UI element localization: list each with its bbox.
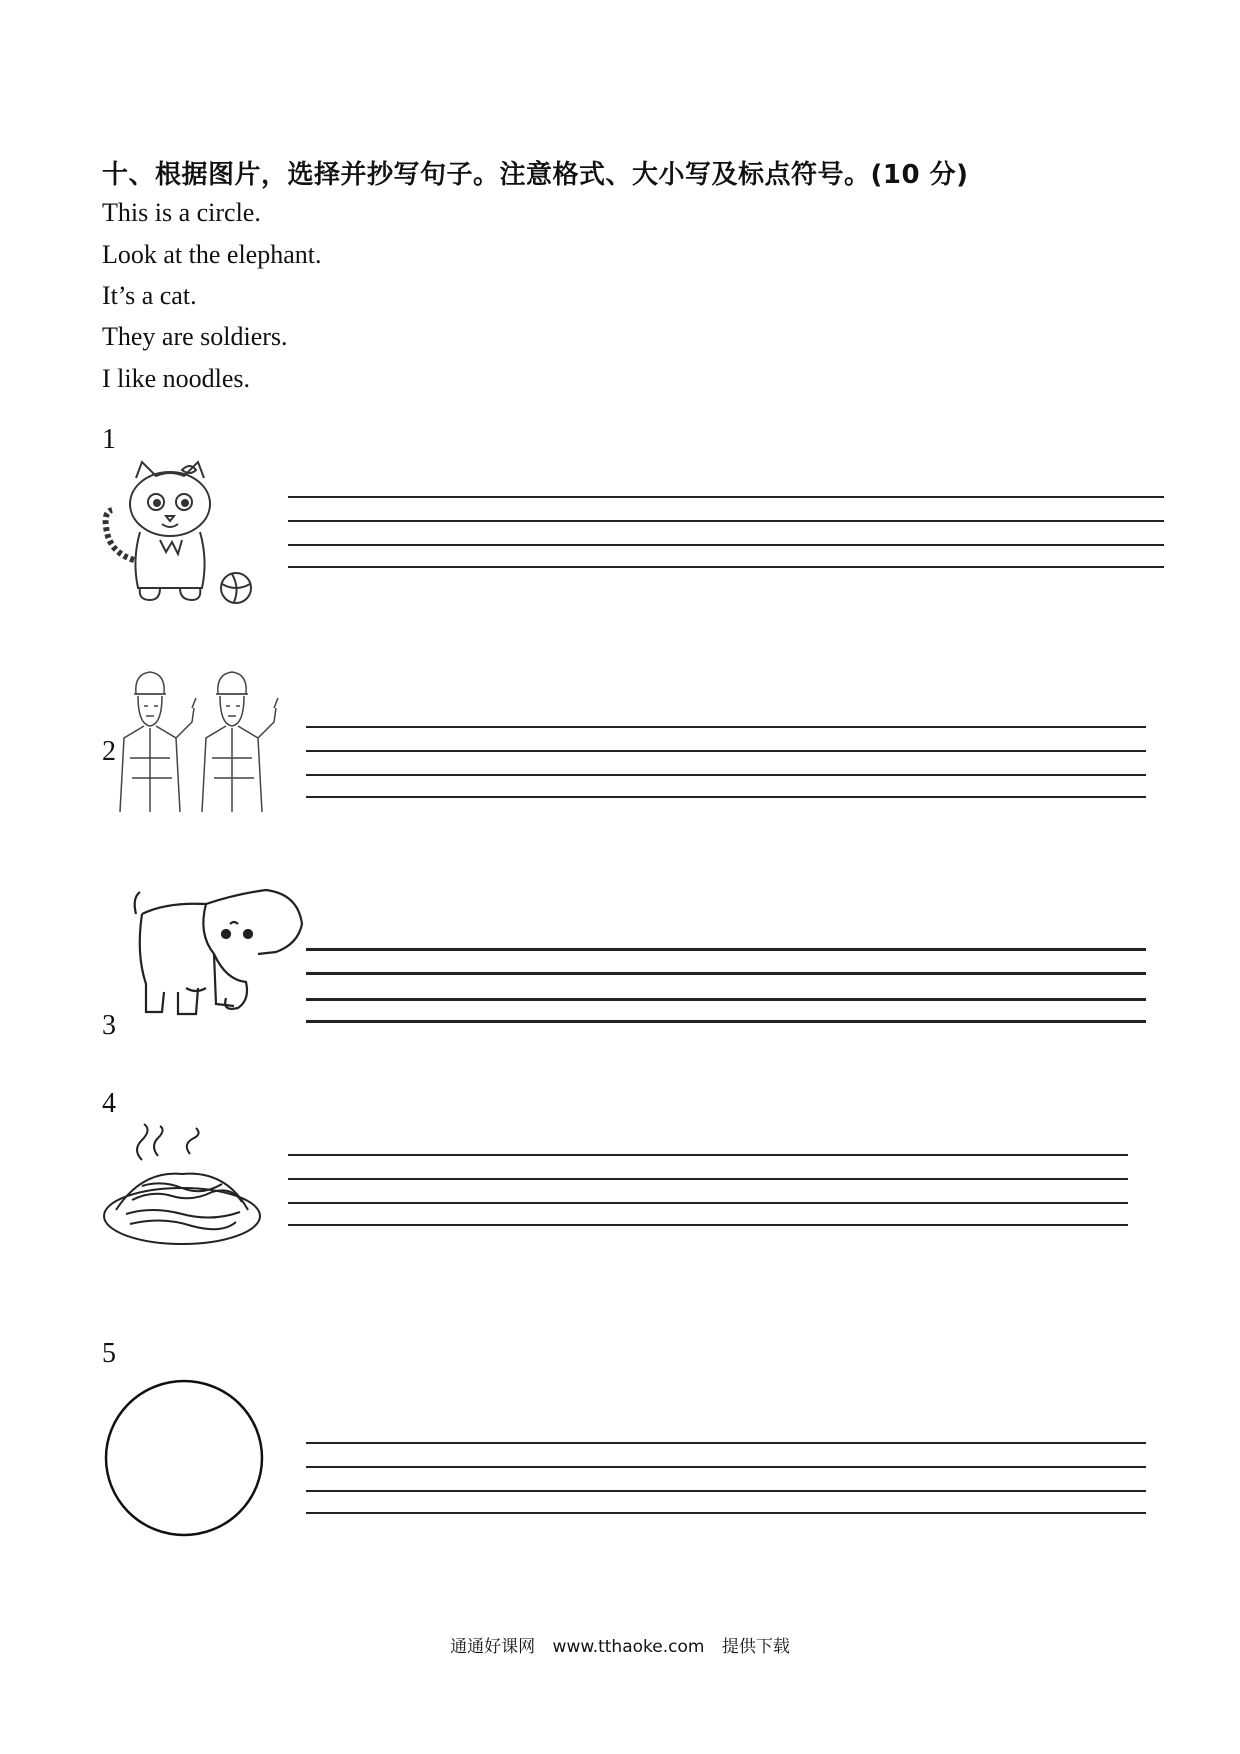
writing-lines[interactable] — [306, 1442, 1146, 1514]
writing-lines[interactable] — [306, 948, 1146, 1022]
sentence-option: Look at the elephant. — [102, 240, 322, 269]
sentence-option: They are soldiers. — [102, 322, 288, 351]
item-number: 3 — [102, 1010, 116, 1041]
item-number: 4 — [102, 1088, 116, 1119]
footer-url[interactable]: www.tthaoke.com — [552, 1637, 705, 1657]
soldiers-illustration — [120, 668, 290, 812]
writing-lines[interactable] — [288, 1154, 1128, 1226]
item-number: 1 — [102, 424, 116, 455]
noodles-illustration — [102, 1130, 262, 1250]
sentence-option: It’s a cat. — [102, 281, 197, 310]
section-heading: 十、根据图片，选择并抄写句子。注意格式、大小写及标点符号。(10 分) — [102, 160, 969, 190]
sentence-option: This is a circle. — [102, 198, 261, 227]
writing-lines[interactable] — [306, 726, 1146, 798]
sentence-option: I like noodles. — [102, 364, 251, 393]
item-number: 5 — [102, 1338, 116, 1369]
circle-illustration — [102, 1378, 266, 1538]
footer-site-name: 通通好课网 — [450, 1637, 536, 1657]
cat-illustration — [100, 460, 270, 610]
writing-lines[interactable] — [288, 496, 1164, 568]
footer — [0, 1632, 1240, 1657]
elephant-illustration — [126, 884, 302, 1024]
footer-suffix: 提供下载 — [721, 1637, 790, 1657]
item-number: 2 — [102, 736, 116, 767]
